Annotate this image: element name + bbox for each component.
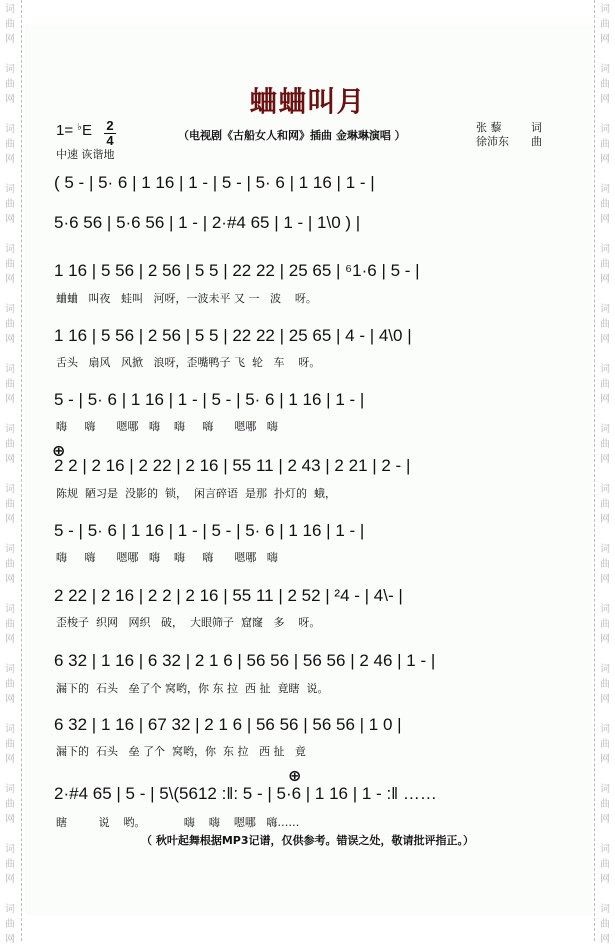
notation-line: 1 16 | 5 56 | 2 56 | 5 5 | 22 22 | 25 65 | 4 - | 4\0 | (54, 326, 412, 345)
left-margin-line (21, 0, 22, 941)
watermark-text: 词 曲 网 (5, 4, 15, 45)
lyrics-line: 蛐蛐 叫夜 蛙叫 河呀，一波未平 又 一 波 呀。 (56, 292, 317, 305)
key-prefix: 1= (56, 122, 74, 139)
watermark-text: 词 曲 网 (600, 844, 610, 885)
lyricist-name: 张 藜 (476, 121, 502, 134)
watermark-text: 词 曲 网 (5, 784, 15, 825)
watermark-text: 词 曲 网 (5, 604, 15, 645)
notation-line: 6 32 | 1 16 | 67 32 | 2 1 6 | 56 56 | 56 56 | 1 0 | (54, 715, 402, 734)
song-title: 蛐蛐叫月 (249, 85, 366, 118)
watermark-text: 词 曲 网 (600, 424, 610, 465)
composer-credit (476, 135, 542, 149)
notation-line: ( 5 - | 5· 6 | 1 16 | 1 - | 5 - | 5· 6 | 1 16 | 1 - | (54, 173, 375, 192)
watermark-text: 词 曲 网 (5, 364, 15, 405)
watermark-text: 词 曲 网 (5, 664, 15, 705)
lyricist-role: 词 (531, 121, 542, 134)
watermark-text: 词 曲 网 (600, 304, 610, 345)
time-bottom: 4 (106, 133, 114, 148)
lyrics-line: 歪梭子 织网 网织 破， 大眼筛子 窟窿 多 呀。 (56, 616, 321, 629)
lyrics-line: 陈规 陋习是 没影的 锁， 闲言碎语 是那 扑灯的 蛾， (56, 487, 336, 500)
watermark-text: 词 曲 网 (5, 544, 15, 585)
lyrics-line: 瞎 说 哟。 嗨 嗨 嗯哪 嗨…… (56, 816, 300, 829)
coda-icon: ⊕ (52, 441, 66, 460)
watermark-text: 词 曲 网 (600, 244, 610, 285)
notation-line: 2 2 | 2 16 | 2 22 | 2 16 | 55 11 | 2 43 | 2 21 | 2 - | (54, 456, 411, 475)
composer-name: 徐沛东 (476, 135, 509, 148)
tempo-marking: 中速 诙谐地 (56, 148, 115, 161)
watermark-text: 词 曲 网 (600, 124, 610, 165)
time-signature (104, 120, 116, 147)
watermark-text: 词 曲 网 (600, 664, 610, 705)
lyrics-line: 舌头 扇风 风掀 浪呀，歪嘴鸭子 飞 轮 车 呀。 (56, 356, 321, 369)
time-top: 2 (106, 118, 114, 133)
watermark-text: 词 曲 网 (600, 604, 610, 645)
watermark-text: 词 曲 网 (5, 304, 15, 345)
right-margin-line (594, 0, 595, 941)
watermark-text: 词 曲 网 (600, 544, 610, 585)
watermark-text: 词 曲 网 (5, 124, 15, 165)
watermark-text: 词 曲 网 (600, 64, 610, 105)
watermark-text: 词 曲 网 (5, 184, 15, 225)
coda-icon: ⊕ (288, 766, 302, 785)
notation-line: 5 - | 5· 6 | 1 16 | 1 - | 5 - | 5· 6 | 1 16 | 1 - | (54, 521, 365, 540)
notation-line: 2 22 | 2 16 | 2 2 | 2 16 | 55 11 | 2 52 | ²4 - | 4\- | (54, 586, 403, 605)
watermark-text: 词 曲 网 (5, 424, 15, 465)
watermark-text: 词 曲 网 (5, 244, 15, 285)
flat-icon: ♭ (77, 122, 82, 133)
watermark-text: 词 曲 网 (600, 724, 610, 765)
watermark-text: 词 曲 网 (600, 784, 610, 825)
lyricist-credit (476, 121, 542, 135)
credits (476, 121, 542, 149)
footnote: （ 秋叶起舞根据MP3记谱，仅供参考。错误之处，敬请批评指正。） (141, 834, 474, 847)
key-name: E (82, 122, 93, 139)
watermark-text: 词 曲 网 (600, 4, 610, 45)
watermark-text: 词 曲 网 (5, 64, 15, 105)
notation-line: 5 - | 5· 6 | 1 16 | 1 - | 5 - | 5· 6 | 1 16 | 1 - | (54, 390, 365, 409)
lyrics-line: 漏下的 石头 垒 了个 窝哟，你 东 拉 西 扯 竟 (56, 745, 306, 758)
watermark-text: 词 曲 网 (600, 364, 610, 405)
lyrics-line: 嗨 嗨 嗯哪 嗨 嗨 嗨 嗯哪 嗨 (56, 420, 278, 433)
watermark-text: 词 曲 网 (600, 184, 610, 225)
watermark-text: 词 曲 网 (5, 844, 15, 885)
watermark-text: 词 曲 网 (5, 484, 15, 525)
watermark-text: 词 曲 网 (5, 904, 15, 945)
notation-line: 5·6 56 | 5·6 56 | 1 - | 2·#4 65 | 1 - | 1\0 ) | (54, 213, 361, 232)
watermark-text: 词 曲 网 (600, 484, 610, 525)
composer-role: 曲 (531, 135, 542, 148)
subtitle: （电视剧《古船女人和网》插曲 金琳琳演唱 ） (178, 129, 406, 142)
notation-line: 6 32 | 1 16 | 6 32 | 2 1 6 | 56 56 | 56 56 | 2 46 | 1 - | (54, 651, 436, 670)
watermark-text: 词 曲 网 (5, 724, 15, 765)
watermark-text: 词 曲 网 (600, 904, 610, 945)
lyrics-line: 漏下的 石头 垒了个 窝哟，你 东 拉 西 扯 竟瞎 说。 (56, 682, 329, 695)
notation-line: 2·#4 65 | 5 - | 5\(5612 :‖: 5 - | 5·6 | 1 16 | 1 - :‖ …… (54, 784, 437, 803)
lyrics-line: 嗨 嗨 嗯哪 嗨 嗨 嗨 嗯哪 嗨 (56, 551, 278, 564)
notation-line: 1 16 | 5 56 | 2 56 | 5 5 | 22 22 | 25 65 | ⁶1·6 | 5 - | (54, 261, 420, 280)
key-signature (56, 122, 92, 139)
